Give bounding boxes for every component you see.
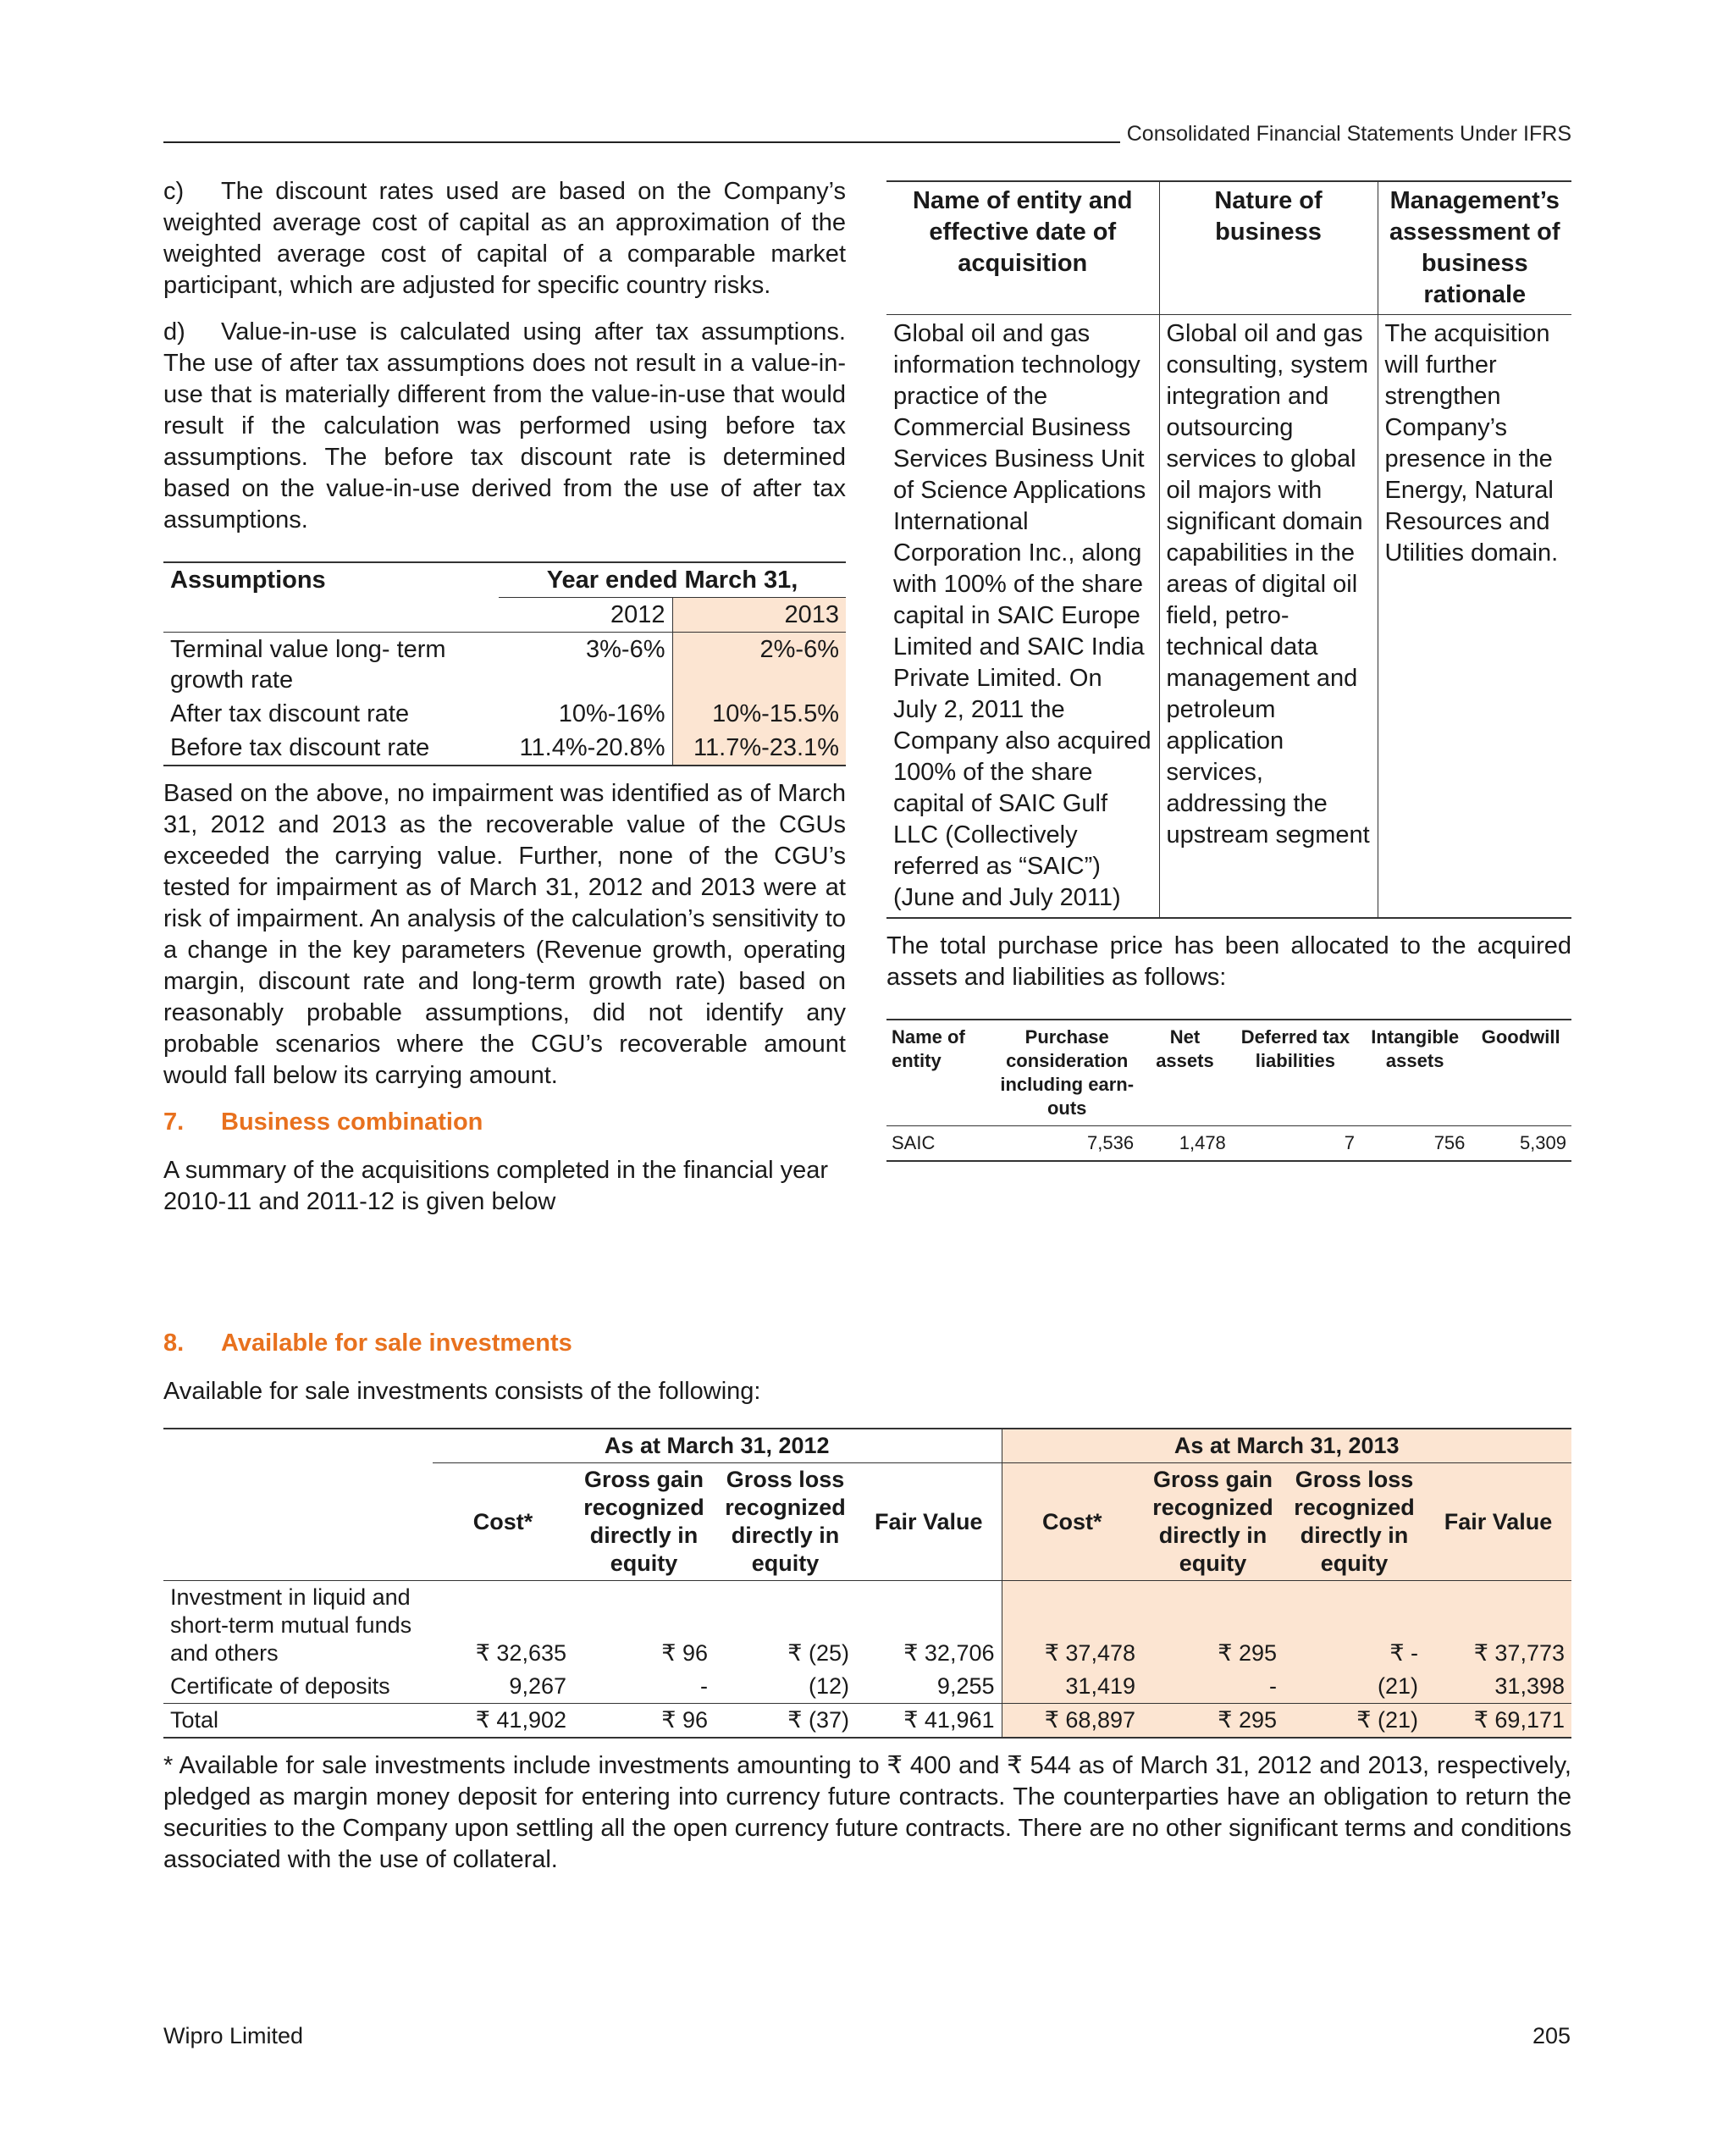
assumptions-header: Assumptions — [170, 567, 326, 594]
header-title: Consolidated Financial Statements Under IFRS — [1126, 122, 1571, 146]
cell-2012: 10%-16% — [499, 697, 672, 731]
cell-nature: Global oil and gas consulting, system integration and outsourcing services to global oil majors with significant domain capabilities in the areas of digital oil field, petro-technical data management and petroleum application services, addressing the upstream segment — [1159, 315, 1378, 919]
cell: - — [700, 1673, 708, 1699]
section-7-title — [163, 1107, 846, 1138]
cell: ₹ 295 — [1142, 1704, 1284, 1739]
table-row — [886, 1126, 1571, 1162]
header-rationale: Management’s assessment of business rationale — [1389, 187, 1560, 308]
cell: ₹ 69,171 — [1425, 1704, 1571, 1739]
cell-net-assets: 1,478 — [1179, 1132, 1226, 1153]
cell-2012: 3%-6% — [499, 633, 672, 698]
paragraph-summary: A summary of the acquisitions completed in the financial year 2010-11 and 2011-12 is given below — [163, 1157, 829, 1215]
cell: 9,267 — [509, 1673, 566, 1699]
section-number: 8. — [163, 1330, 185, 1357]
header-purchase: Purchase consideration including earn-outs — [1000, 1026, 1135, 1119]
row-label: Total — [170, 1707, 219, 1733]
cell: ₹ (37) — [787, 1707, 849, 1733]
section-8-intro: Available for sale investments consists of the following: — [163, 1378, 761, 1405]
cell: ₹ - — [1284, 1581, 1425, 1671]
paragraph-d — [163, 317, 846, 536]
row-label: After tax discount rate — [170, 700, 410, 727]
left-column — [163, 176, 846, 1218]
year-header: Year ended March 31, — [499, 562, 846, 598]
col-cost: Cost* — [1002, 1463, 1142, 1581]
header-intangible: Intangible assets — [1371, 1026, 1460, 1071]
row-label: Investment in liquid and short-term mutual funds and others — [170, 1584, 412, 1666]
header-net-assets: Net assets — [1156, 1026, 1214, 1071]
assumptions-table — [163, 561, 846, 766]
cell: ₹ 32,635 — [475, 1640, 566, 1666]
col-gross-loss: Gross loss recognized directly in equity — [1284, 1463, 1425, 1581]
afs-investments-table — [163, 1428, 1571, 1739]
section-number: 7. — [163, 1108, 185, 1136]
paragraph-text: The discount rates used are based on the Company’s weighted average cost of capital as an approximation of the weighted average cost of capital of a comparable market participant, which are adjusted for specific country risks. — [163, 178, 846, 299]
section-title-text: Available for sale investments — [221, 1330, 572, 1357]
cell: ₹ 96 — [661, 1640, 708, 1666]
cell: ₹ 37,478 — [1002, 1581, 1142, 1671]
cell-2013: 2%-6% — [672, 633, 846, 698]
cell: ₹ 37,773 — [1425, 1581, 1571, 1671]
paragraph-label: d) — [163, 318, 185, 346]
cell: 31,398 — [1425, 1670, 1571, 1704]
table-row — [163, 697, 846, 731]
right-column — [886, 180, 1571, 1162]
cell: - — [1142, 1670, 1284, 1704]
paragraph-purchase: The total purchase price has been allocated to the acquired assets and liabilities as follows: — [886, 932, 1571, 991]
cell: (21) — [1284, 1670, 1425, 1704]
cell: 9,255 — [856, 1670, 1002, 1704]
table-row — [886, 315, 1571, 919]
cell: ₹ 41,961 — [856, 1704, 1002, 1739]
row-label: Certificate of deposits — [170, 1673, 390, 1699]
cell: ₹ (25) — [787, 1640, 849, 1666]
group-header-2012: As at March 31, 2012 — [433, 1429, 1002, 1463]
cell-2013: 11.7%-23.1% — [672, 731, 846, 766]
col-fair-value: Fair Value — [856, 1463, 1002, 1581]
table-row — [163, 731, 846, 766]
col-fair-value: Fair Value — [1425, 1463, 1571, 1581]
row-label: Terminal value long- term growth rate — [170, 636, 446, 694]
cell-2012: 11.4%-20.8% — [499, 731, 672, 766]
section-8 — [163, 1328, 1571, 1407]
paragraph-c — [163, 176, 846, 301]
col-gross-gain: Gross gain recognized directly in equity — [583, 1467, 704, 1576]
acquisitions-table — [886, 180, 1571, 919]
table-row — [163, 1670, 1571, 1704]
table-row — [163, 633, 846, 698]
header-deferred-tax: Deferred tax liabilities — [1240, 1026, 1350, 1071]
col-gross-gain: Gross gain recognized directly in equity — [1142, 1463, 1284, 1581]
page-header — [163, 122, 1571, 146]
table-row — [163, 1581, 1571, 1671]
cell: ₹ 96 — [661, 1707, 708, 1733]
cell-purchase: 7,536 — [1087, 1132, 1135, 1153]
header-nature: Nature of business — [1159, 181, 1378, 315]
header-goodwill: Goodwill — [1481, 1026, 1560, 1048]
section-8-title — [163, 1328, 1571, 1359]
col-gross-loss: Gross loss recognized directly in equity — [725, 1467, 846, 1576]
year-2012: 2012 — [499, 598, 672, 633]
header-rule — [163, 141, 1120, 143]
cell-deferred-tax: 7 — [1344, 1132, 1355, 1153]
cell: ₹ 295 — [1142, 1581, 1284, 1671]
cell-2013: 10%-15.5% — [672, 697, 846, 731]
cell: ₹ 32,706 — [856, 1581, 1002, 1671]
footer-page-number: 205 — [1532, 2023, 1571, 2048]
table-row-total — [163, 1704, 1571, 1739]
cell: ₹ (21) — [1284, 1704, 1425, 1739]
paragraph-label: c) — [163, 178, 185, 205]
header-entity: Name of entity and effective date of acquisition — [886, 181, 1159, 315]
year-2013: 2013 — [672, 598, 846, 633]
footnote: * Available for sale investments include investments amounting to ₹ 400 and ₹ 544 as of March 31, 2012 and 2013, respectively, pledged as margin money deposit for entering into currency future contracts. The counterparties have an obligation to return the securities to the Company upon settling all the open currency future contracts. There are no other significant terms and conditions associated with the use of collateral. — [163, 1752, 1571, 1873]
header-name: Name of entity — [892, 1026, 965, 1071]
row-label: Before tax discount rate — [170, 734, 430, 761]
cell: ₹ 68,897 — [1002, 1704, 1142, 1739]
paragraph-conclusion: Based on the above, no impairment was identified as of March 31, 2012 and 2013 as the recoverable value of the CGUs exceeded the carrying value. Further, none of the CGU’s tested for impairment as of March 31, 2012 and 2013 were at risk of impairment. An analysis of the calculation’s sensitivity to a change in the key parameters (Revenue growth, operating margin, discount rate and long-term growth rate) based on reasonably probable assumptions, did not identify any probable scenarios where the CGU’s recoverable amount would fall below its carrying amount. — [163, 780, 846, 1089]
section-title-text: Business combination — [221, 1108, 483, 1136]
cell-entity: SAIC — [892, 1132, 936, 1153]
cell: 31,419 — [1002, 1670, 1142, 1704]
cell: (12) — [808, 1673, 849, 1699]
allocation-table — [886, 1019, 1571, 1162]
paragraph-text: Value-in-use is calculated using after tax assumptions. The use of after tax assumptions does not result in a value-in-use that is materially different from the value-in-use that would result if the calculation was performed using before tax assumptions. The before tax discount rate is determined based on the value-in-use derived from the use of after tax assumptions. — [163, 318, 846, 533]
cell-entity: Global oil and gas information technology practice of the Commercial Business Services Business Unit of Science Applications International Corporation Inc., along with 100% of the share capital in SAIC Europe Limited and SAIC India Private Limited. On July 2, 2011 the Company also acquired 100% of the share capital of SAIC Gulf LLC (Collectively referred as “SAIC”) (June and July 2011) — [886, 315, 1159, 919]
col-cost: Cost* — [472, 1508, 533, 1534]
footer-company: Wipro Limited — [163, 2023, 304, 2048]
cell-intangible: 756 — [1433, 1132, 1466, 1153]
cell-rationale: The acquisition will further strengthen Company’s presence in the Energy, Natural Resources and Utilities domain. — [1384, 320, 1559, 567]
group-header-2013: As at March 31, 2013 — [1002, 1429, 1571, 1463]
cell: ₹ 41,902 — [475, 1707, 566, 1733]
cell-goodwill: 5,309 — [1519, 1132, 1566, 1153]
